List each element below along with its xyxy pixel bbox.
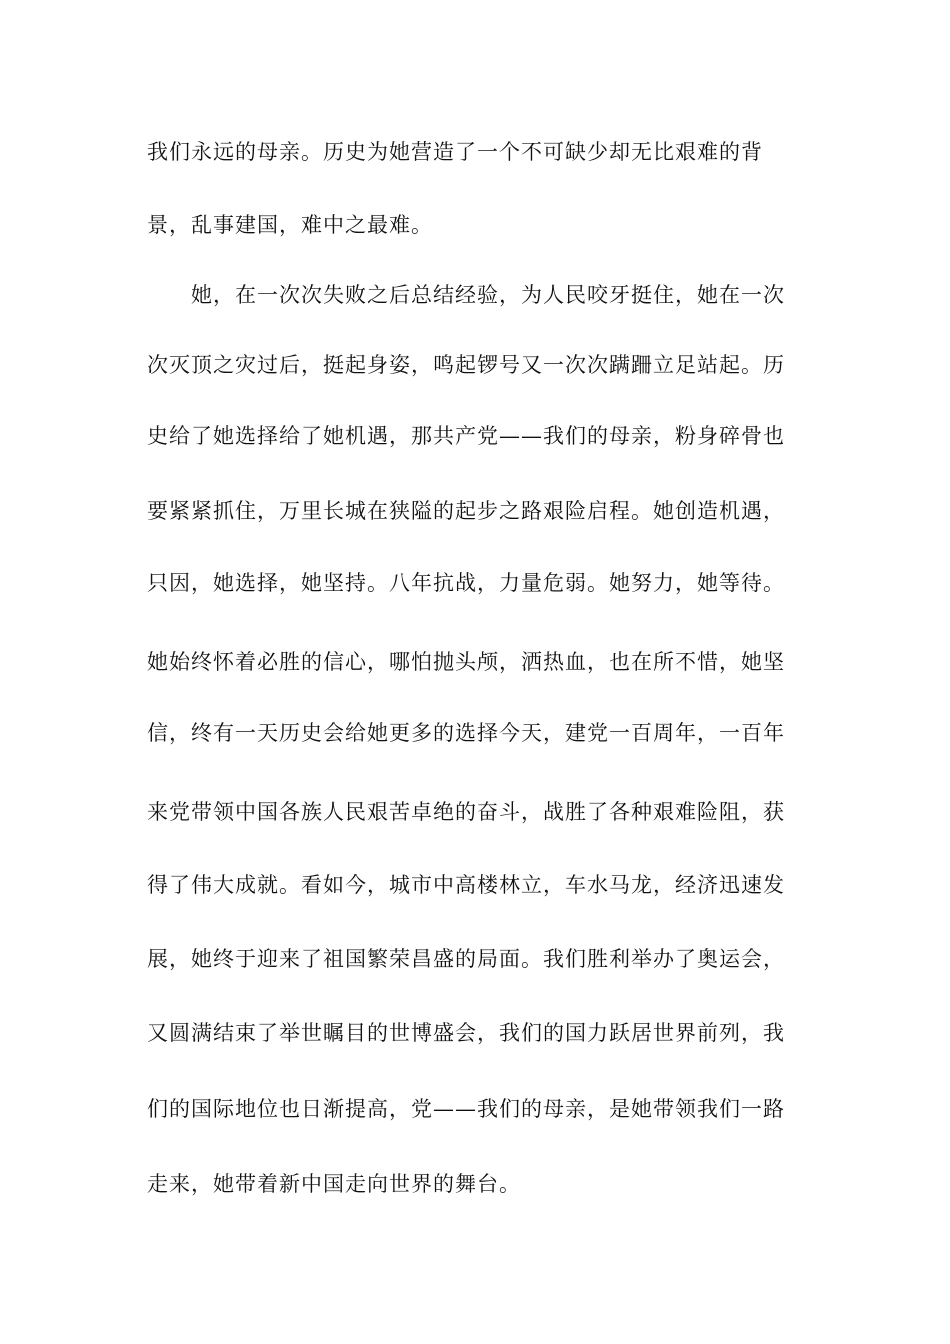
text-line-1: 我们永远的母亲。历史为她营造了一个不可缺少却无比艰难的背 <box>147 140 763 164</box>
text-line-10: 来党带领中国各族人民艰苦卓绝的奋斗，战胜了各种艰难险阻，获 <box>147 800 785 824</box>
text-line-13: 又圆满结束了举世瞩目的世博盛会，我们的国力跃居世界前列，我 <box>147 1021 785 1045</box>
text-line-12: 展，她终于迎来了祖国繁荣昌盛的局面。我们胜利举办了奥运会， <box>147 947 785 971</box>
text-line-4: 次灭顶之灾过后，挺起身姿，鸣起锣号又一次次蹒跚立足站起。历 <box>147 353 785 377</box>
text-line-15: 走来，她带着新中国走向世界的舞台。 <box>147 1172 521 1196</box>
text-line-9: 信，终有一天历史会给她更多的选择今天，建党一百周年，一百年 <box>147 721 785 745</box>
text-line-6: 要紧紧抓住，万里长城在狭隘的起步之路艰险启程。她创造机遇， <box>147 499 785 523</box>
text-line-8: 她始终怀着必胜的信心，哪怕抛头颅，洒热血，也在所不惜，她坚 <box>147 650 785 674</box>
text-line-3: 她，在一次次失败之后总结经验，为人民咬牙挺住，她在一次 <box>147 283 785 307</box>
text-line-14: 们的国际地位也日渐提高，党——我们的母亲，是她带领我们一路 <box>147 1097 785 1121</box>
text-line-11: 得了伟大成就。看如今，城市中高楼林立，车水马龙，经济迅速发 <box>147 873 785 897</box>
text-line-2: 景，乱事建国，难中之最难。 <box>147 213 433 237</box>
text-line-7: 只因，她选择，她坚持。八年抗战，力量危弱。她努力，她等待。 <box>147 571 785 595</box>
text-line-5: 史给了她选择给了她机遇，那共产党——我们的母亲，粉身碎骨也 <box>147 424 785 448</box>
